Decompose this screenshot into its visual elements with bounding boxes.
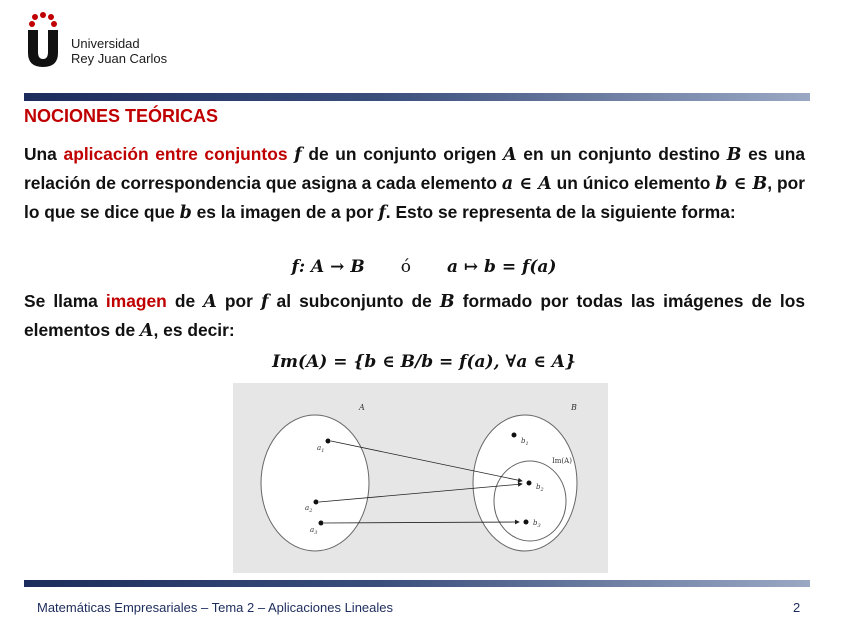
text-fragment: un único elemento bbox=[551, 173, 716, 193]
math-symbol: A bbox=[503, 145, 517, 165]
math-symbol: B bbox=[439, 292, 455, 312]
label-b3: $b_3$ bbox=[533, 519, 541, 529]
text-fragment: al subconjunto de bbox=[268, 291, 440, 311]
math-symbol: f bbox=[260, 292, 269, 312]
definition-paragraph bbox=[24, 140, 805, 227]
text-fragment: Se llama bbox=[24, 291, 106, 311]
mapping-diagram bbox=[233, 383, 608, 573]
point-a1 bbox=[326, 439, 331, 444]
university-name-line2: Rey Juan Carlos bbox=[71, 51, 168, 66]
image-subset-ellipse bbox=[494, 461, 566, 541]
university-name-line1: Universidad bbox=[71, 36, 140, 51]
math-symbol: A bbox=[139, 321, 154, 341]
label-b1: $b_1$ bbox=[521, 437, 529, 447]
image-set-label: Im(A) bbox=[552, 457, 572, 465]
highlight-term: imagen bbox=[105, 291, 167, 311]
point-a3 bbox=[319, 521, 324, 526]
footer-divider bbox=[24, 580, 810, 587]
math-symbol: f bbox=[294, 145, 302, 165]
point-b3 bbox=[524, 520, 529, 525]
label-a1: $a_1$ bbox=[317, 444, 325, 454]
math-symbol: f bbox=[378, 203, 386, 223]
text-fragment: es una relación de correspondencia que asigna a cada elemento bbox=[24, 144, 806, 193]
set-a-label: A bbox=[359, 403, 365, 412]
label-a3: $a_3$ bbox=[310, 526, 318, 536]
formula-text: Im(A) = {b ∈ B/b = f(a), ∀a ∈ A} bbox=[272, 352, 576, 372]
text-fragment: de un conjunto origen bbox=[301, 144, 504, 164]
text-fragment: formado por todas las imágenes de los elementos de bbox=[24, 291, 805, 340]
formula-left: f: A → B bbox=[291, 257, 365, 277]
text-fragment: Una bbox=[24, 144, 64, 164]
formula-right: a ↦ b = f(a) bbox=[446, 257, 557, 277]
page-number: 2 bbox=[793, 600, 801, 615]
text-fragment: por bbox=[216, 291, 261, 311]
set-b-label: B bbox=[571, 403, 577, 412]
text-fragment: , por lo que se dice que bbox=[24, 173, 805, 222]
math-symbol: b ∈ B bbox=[715, 174, 768, 194]
image-set-formula bbox=[0, 352, 848, 372]
text-fragment: , es decir: bbox=[153, 320, 235, 340]
text-fragment: es la imagen de a por bbox=[191, 202, 379, 222]
mapping-formula bbox=[0, 257, 848, 277]
university-name bbox=[71, 36, 167, 66]
math-symbol: A bbox=[203, 292, 217, 312]
footer-course-title: Matemáticas Empresariales – Tema 2 – Aplicaciones Lineales bbox=[37, 600, 393, 615]
urjc-emblem-icon bbox=[26, 12, 76, 72]
text-fragment: . Esto se representa de la siguiente forma: bbox=[385, 202, 736, 222]
highlight-term: aplicación entre conjuntos bbox=[63, 144, 288, 164]
image-definition-paragraph bbox=[24, 287, 805, 345]
slide-heading: NOCIONES TEÓRICAS bbox=[24, 106, 219, 126]
point-a2 bbox=[314, 500, 319, 505]
text-fragment: de bbox=[166, 291, 204, 311]
point-b2 bbox=[527, 481, 532, 486]
label-a2: $a_2$ bbox=[305, 504, 313, 514]
text-fragment: en un conjunto destino bbox=[516, 144, 727, 164]
math-symbol: B bbox=[726, 145, 742, 165]
math-symbol: a ∈ A bbox=[501, 174, 552, 194]
point-b1 bbox=[512, 433, 517, 438]
header-divider bbox=[24, 93, 810, 101]
label-b2: $b_2$ bbox=[536, 483, 544, 493]
formula-connector: ó bbox=[400, 257, 411, 277]
math-symbol: b bbox=[179, 203, 192, 223]
